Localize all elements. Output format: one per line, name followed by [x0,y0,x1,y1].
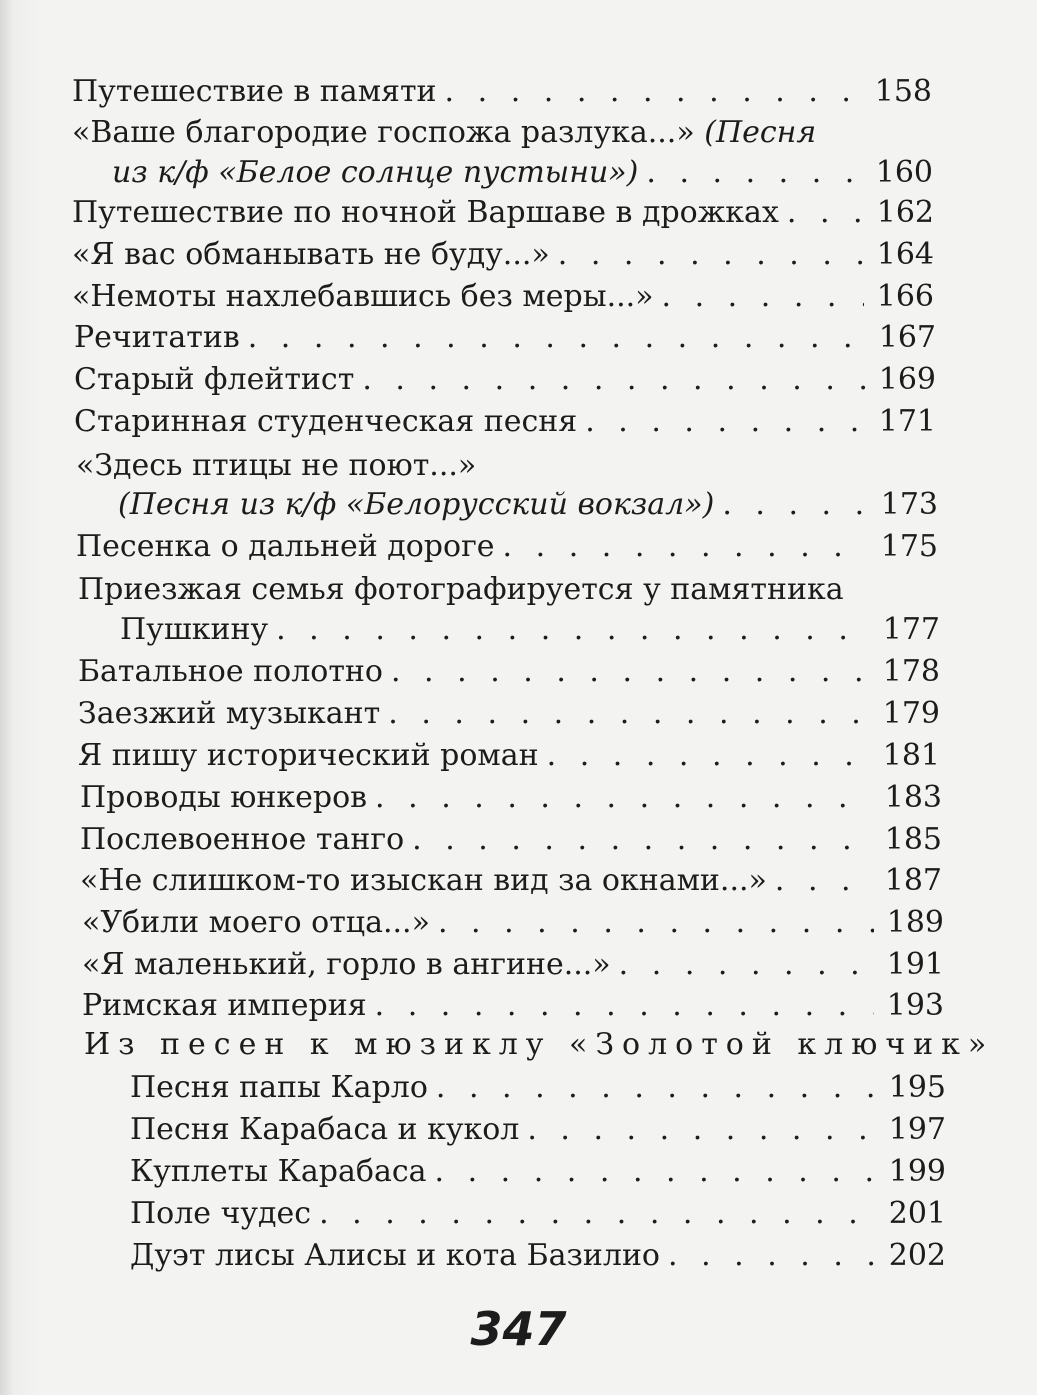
toc-entry [80,778,942,818]
section-heading-title: Из песен к мюзиклу «Золотой ключик» [84,1027,995,1062]
toc-entry-page: 195 [888,1070,946,1105]
leader-dots [668,1236,876,1276]
toc-entry-page: 201 [888,1196,946,1231]
toc-entry-page: 191 [886,947,944,982]
toc-entry-page: 183 [884,780,942,815]
section-heading [84,1025,994,1065]
toc-entry-title: «Я вас обманывать не буду...» [72,237,550,272]
leader-dots [547,736,870,776]
toc-entry-title-line [78,570,844,610]
toc-entry-page: 166 [876,279,934,314]
toc-entry-page: 173 [880,487,938,522]
leader-dots [527,1110,876,1150]
toc-entry-page: 175 [880,529,938,564]
leader-dots [585,402,866,442]
toc-entry-page: 167 [878,320,936,355]
toc-subentry [130,1068,946,1108]
toc-entry-page: 185 [884,822,942,857]
toc-entry-note: (Песня из к/ф «Белорусский вокзал») [118,487,715,522]
toc-entry [78,652,940,692]
toc-entry-page: 169 [878,362,936,397]
toc-entry-title: Куплеты Карабаса [130,1154,427,1189]
toc-entry-title: Старый флейтист [74,362,355,397]
leader-dots [276,610,870,650]
toc-entry-title: Песенка о дальней дороге [76,529,495,564]
toc-entry [78,736,940,776]
toc-entry-title: Приезжая семья фотографируется у памятника [78,572,844,607]
toc-entry-title: «Немоты нахлебавшись без меры...» [72,279,654,314]
toc-entry-title: «Здесь птицы не поют...» [76,448,477,483]
toc-entry [118,485,938,525]
toc-entry-page: 162 [876,195,934,230]
toc-entry [120,610,940,650]
leader-dots [619,945,874,985]
toc-entry-title: Песня Карабаса и кукол [130,1112,520,1147]
toc-entry-page: 197 [888,1112,946,1147]
leader-dots [375,986,874,1026]
leader-dots [436,1068,876,1108]
leader-dots [445,72,862,112]
toc-entry-title: Заезжий музыкант [78,696,381,731]
toc-entry-page: 171 [878,404,936,439]
toc-entry-title: Я пишу исторический роман [78,738,539,773]
toc-entry-page: 177 [882,612,940,647]
toc-entry-page: 193 [886,988,944,1023]
toc-entry [76,527,938,567]
toc-entry-page: 160 [875,155,933,190]
toc-entry-page: 189 [886,905,944,940]
toc-entry-page: 187 [884,863,942,898]
toc-entry-title-line [72,113,816,153]
toc-entry-title: Римская империя [82,988,367,1023]
toc-entry [82,945,944,985]
toc-entry-title: Старинная студенческая песня [74,404,578,439]
toc-entry [80,820,942,860]
toc-entry-page: 199 [888,1154,946,1189]
toc-entry [80,861,942,901]
toc-entry [82,986,944,1026]
leader-dots [787,193,864,233]
toc-entry-title: Пушкину [120,612,269,647]
toc-subentry [130,1110,946,1150]
leader-dots [412,820,872,860]
toc-entry [112,153,933,193]
toc-entry-title: Песня папы Карло [130,1070,428,1105]
toc-entry-note: из к/ф «Белое солнце пустыни») [112,155,639,190]
toc-entry-title: Путешествие в памяти [72,74,437,109]
leader-dots [375,778,872,818]
leader-dots [391,652,870,692]
toc-entry [74,402,936,442]
toc-entry-title: Поле чудес [130,1196,312,1231]
toc-entry-page: 181 [882,738,940,773]
leader-dots [435,1152,876,1192]
toc-subentry [130,1236,946,1276]
toc-subentry [130,1152,946,1192]
leader-dots [558,235,864,275]
toc-entry [72,235,934,275]
leader-dots [388,694,870,734]
toc-entry-page: 158 [874,74,932,109]
toc-entry [72,193,934,233]
leader-dots [662,277,864,317]
leader-dots [503,527,868,567]
leader-dots [319,1194,876,1234]
toc-entry-page: 178 [882,654,940,689]
toc-entry-title-line [76,446,476,486]
toc-entry-title: «Ваше благородие госпожа разлука...» [72,115,695,150]
toc-entry-page: 179 [882,696,940,731]
toc-entry-page: 164 [876,237,934,272]
toc-entry-note: (Песня [704,115,817,150]
toc-entry [72,277,934,317]
page-number: 347 [470,1302,567,1356]
toc-entry-title: Путешествие по ночной Варшаве в дрожках [72,195,779,230]
toc-entry-page: 202 [888,1238,946,1273]
toc-entry-title: Речитатив [74,320,240,355]
toc-entry-title: «Убили моего отца...» [82,905,430,940]
leader-dots [722,485,868,525]
leader-dots [438,903,874,943]
toc-entry-title: Послевоенное танго [80,822,405,857]
toc-entry-title: Батальное полотно [78,654,383,689]
toc-entry [78,694,940,734]
leader-dots [248,318,866,358]
toc-entry [74,318,936,358]
toc-entry-title: Проводы юнкеров [80,780,368,815]
toc-entry-title: «Не слишком-то изыскан вид за окнами...» [80,863,767,898]
toc-entry [82,903,944,943]
toc-entry [72,72,932,112]
toc-subentry [130,1194,946,1234]
leader-dots [775,861,872,901]
toc-entry-title: Дуэт лисы Алисы и кота Базилио [130,1238,660,1273]
toc-entry-title: «Я маленький, горло в ангине...» [82,947,611,982]
leader-dots [646,153,863,193]
toc-entry [74,360,936,400]
leader-dots [362,360,866,400]
